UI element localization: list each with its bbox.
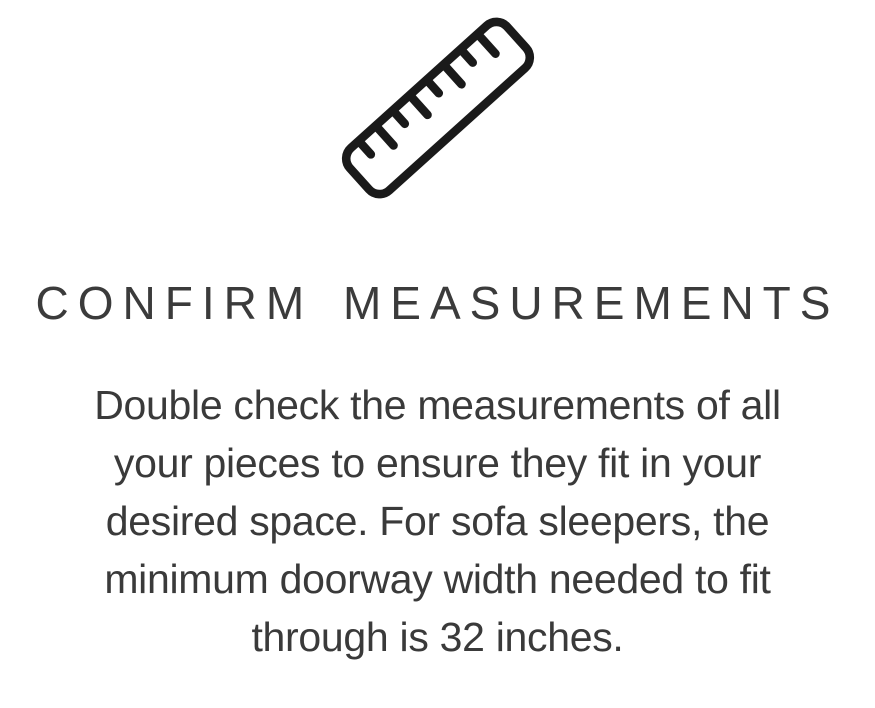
section-heading: CONFIRM MEASUREMENTS <box>35 277 840 329</box>
description-line-1: Double check the measurements of all <box>94 382 781 428</box>
ruler-icon <box>0 8 875 208</box>
description-line-3: desired space. For sofa sleepers, the <box>105 498 770 544</box>
measurement-info-card <box>0 8 875 708</box>
ruler-icon-svg <box>338 8 538 208</box>
description-line-4: minimum doorway width needed to fit <box>104 556 771 602</box>
description-line-5: through is 32 inches. <box>251 614 624 660</box>
description-line-2: your pieces to ensure they fit in your <box>113 440 762 486</box>
section-description <box>0 376 875 666</box>
